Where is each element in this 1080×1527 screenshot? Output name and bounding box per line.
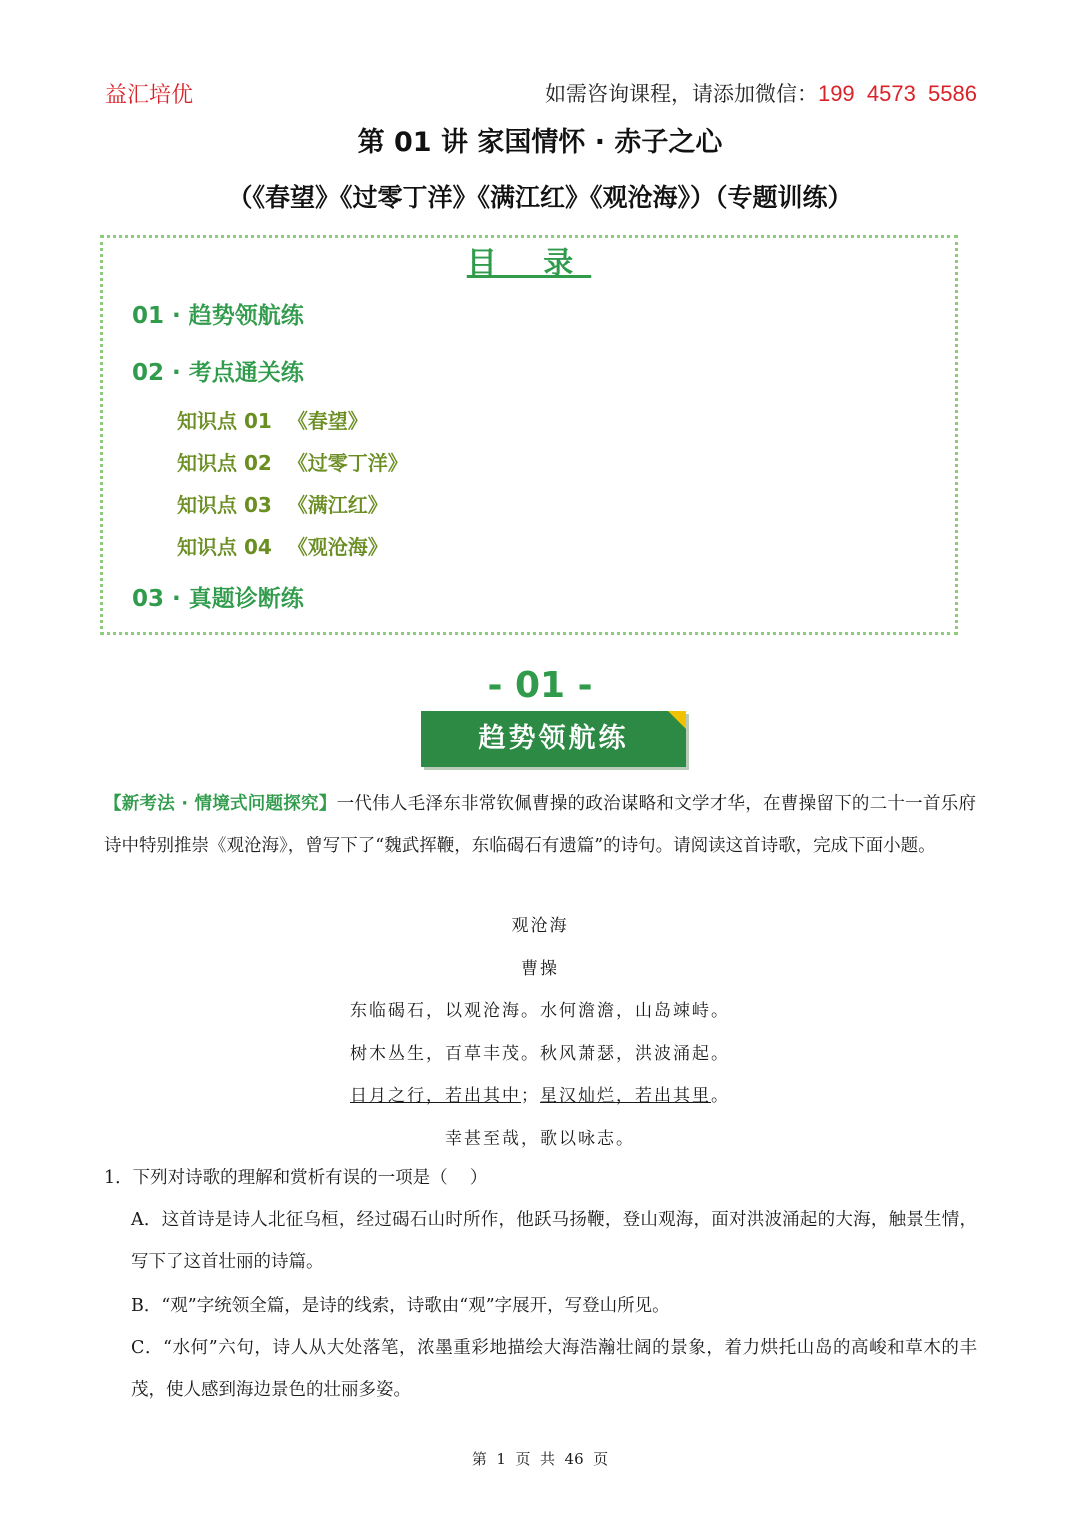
contact-prefix: 如需咨询课程，请添加微信： — [544, 82, 818, 106]
kp-label: 知识点 03 — [177, 493, 272, 517]
poem-author: 曹操 — [521, 959, 559, 979]
brand-name: 益汇培优 — [105, 83, 194, 108]
intro-text: 一代伟人毛泽东非常钦佩曹操的政治谋略和文学才华，在曹操留下的二十一首乐府诗中特别推崇《观沧海》，曾写下了“魏武挥鞭，东临碣石有遗篇”的诗句。请阅读这首诗歌，完成下面小题。 — [104, 794, 976, 856]
toc-knowledge-point-2[interactable] — [177, 447, 408, 476]
section-banner — [421, 711, 686, 767]
section-banner-label: 趋势领航练 — [478, 723, 629, 754]
toc-section-2[interactable]: 02 · 考点通关练 — [132, 360, 304, 386]
toc-knowledge-point-1[interactable] — [177, 405, 368, 434]
kp-title: 《春望》 — [287, 409, 368, 433]
poem-line-3-underlined-b: 星汉灿烂，若出其里 — [540, 1086, 711, 1106]
toc-section-3[interactable]: 03 · 真题诊断练 — [132, 586, 304, 612]
poem-line-3-underlined-a: 日月之行，若出其中 — [350, 1086, 521, 1106]
kp-title: 《过零丁洋》 — [287, 451, 408, 475]
toc-knowledge-point-3[interactable] — [177, 489, 388, 518]
toc-heading: 目 录 — [466, 246, 592, 281]
toc-knowledge-point-4[interactable] — [177, 531, 388, 560]
option-b[interactable]: B．“观”字统领全篇，是诗的线索，诗歌由“观”字展开，写登山所见。 — [131, 1296, 670, 1316]
banner-corner-decoration — [668, 711, 686, 729]
toc-section-1[interactable]: 01 · 趋势领航练 — [132, 303, 304, 329]
page-title: 第 01 讲 家国情怀 · 赤子之心 — [357, 127, 723, 158]
poem-line-3-end: 。 — [711, 1086, 730, 1106]
poem-title: 观沧海 — [511, 916, 569, 936]
table-of-contents — [100, 235, 958, 635]
intro-tag: 【新考法 · 情境式问题探究】 — [104, 794, 337, 814]
question-stem: 1．下列对诗歌的理解和赏析有误的一项是（ ） — [104, 1168, 488, 1188]
kp-label: 知识点 04 — [177, 535, 272, 559]
kp-label: 知识点 01 — [177, 409, 272, 433]
poem-line-1: 东临碣石，以观沧海。水何澹澹，山岛竦峙。 — [350, 1001, 730, 1021]
page-footer: 第 1 页 共 46 页 — [471, 1450, 609, 1468]
page-subtitle: （《春望》《过零丁洋》《满江红》《观沧海》）（专题训练） — [227, 183, 853, 212]
section-number: - 01 - — [487, 665, 593, 706]
contact-info — [545, 78, 977, 108]
option-a[interactable]: A．这首诗是诗人北征乌桓，经过碣石山时所作，他跃马扬鞭，登山观海，面对洪波涌起的大海，触景生情，写下了这首壮丽的诗篇。 — [131, 1210, 977, 1272]
kp-label: 知识点 02 — [177, 451, 272, 475]
poem-line-2: 树木丛生，百草丰茂。秋风萧瑟，洪波涌起。 — [350, 1044, 730, 1064]
intro-paragraph — [104, 783, 976, 867]
kp-title: 《观沧海》 — [287, 535, 388, 559]
poem-line-3 — [0, 1081, 1080, 1106]
contact-phone: 199 4573 5586 — [817, 81, 977, 106]
option-c[interactable]: C．“水何”六句，诗人从大处落笔，浓墨重彩地描绘大海浩瀚壮阔的景象，着力烘托山岛的高峻和草木的丰茂，使人感到海边景色的壮丽多姿。 — [131, 1338, 977, 1400]
poem-line-4: 幸甚至哉，歌以咏志。 — [445, 1129, 635, 1149]
poem-line-3-sep: ； — [521, 1086, 540, 1106]
kp-title: 《满江红》 — [287, 493, 388, 517]
